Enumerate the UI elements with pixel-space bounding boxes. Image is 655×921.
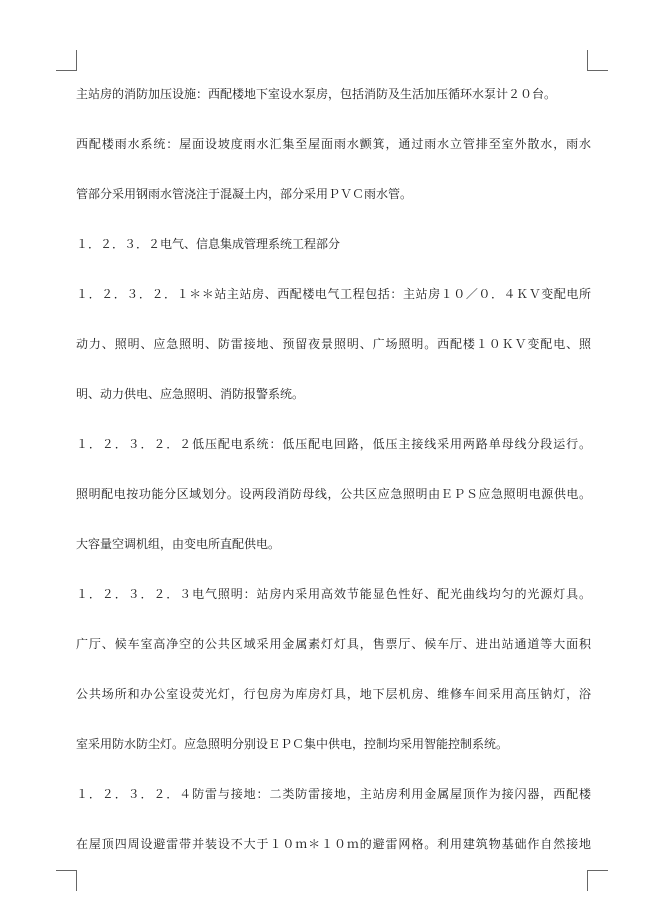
text-line: 室采用防水防尘灯。应急照明分别设ＥＰＣ集中供电，控制均采用智能控制系统。 [76,737,509,751]
text-line: 公共场所和办公室设荧光灯，行包房为库房灯具，地下层机房、维修车间采用高压钠灯，浴 [76,687,591,701]
text-line: １．２．３．２．３电气照明：站房内采用高效节能显色性好、配光曲线均匀的光源灯具。 [76,587,591,601]
text-line: 在屋顶四周设避雷带并装设不大于１０ｍ＊１０ｍ的避雷网格。利用建筑物基础作自然接地 [76,837,591,851]
crop-mark-top-right [587,50,608,71]
text-line: 大容量空调机组，由变电所直配供电。 [76,537,281,551]
text-line: １．２．３．２．１＊＊站主站房、西配楼电气工程包括：主站房１０／０．４ＫＶ变配电所 [76,287,591,301]
text-line: 明、动力供电、应急照明、消防报警系统。 [76,387,305,401]
text-line: １．２．３．２．２低压配电系统：低压配电回路，低压主接线采用两路单母线分段运行。 [76,437,591,451]
text-line: 管部分采用钢雨水管浇注于混凝土内，部分采用ＰＶＣ雨水管。 [76,187,413,201]
crop-mark-bottom-left [56,870,77,891]
text-line: 西配楼雨水系统：屋面设坡度雨水汇集至屋面雨水颤箕，通过雨水立管排至室外散水，雨水 [76,137,591,151]
section-heading: １．２．３．２电气、信息集成管理系统工程部分 [76,237,341,251]
crop-mark-bottom-right [587,870,608,891]
text-line: 广厅、候车室高净空的公共区域采用金属素灯灯具，售票厅、候车厅、进出站通道等大面积 [76,637,591,651]
text-line: １．２．３．２．４防雷与接地：二类防雷接地，主站房利用金属屋顶作为接闪器，西配楼 [76,787,591,801]
text-line: 主站房的消防加压设施：西配楼地下室设水泵房，包括消防及生活加压循环水泵计２０台。 [76,87,557,101]
text-line: 动力、照明、应急照明、防雷接地、预留夜景照明、广场照明。西配楼１０ＫＶ变配电、照 [76,337,591,351]
crop-mark-top-left [56,50,77,71]
text-line: 照明配电按功能分区域划分。设两段消防母线，公共区应急照明由ＥＰＳ应急照明电源供电。 [76,487,591,501]
